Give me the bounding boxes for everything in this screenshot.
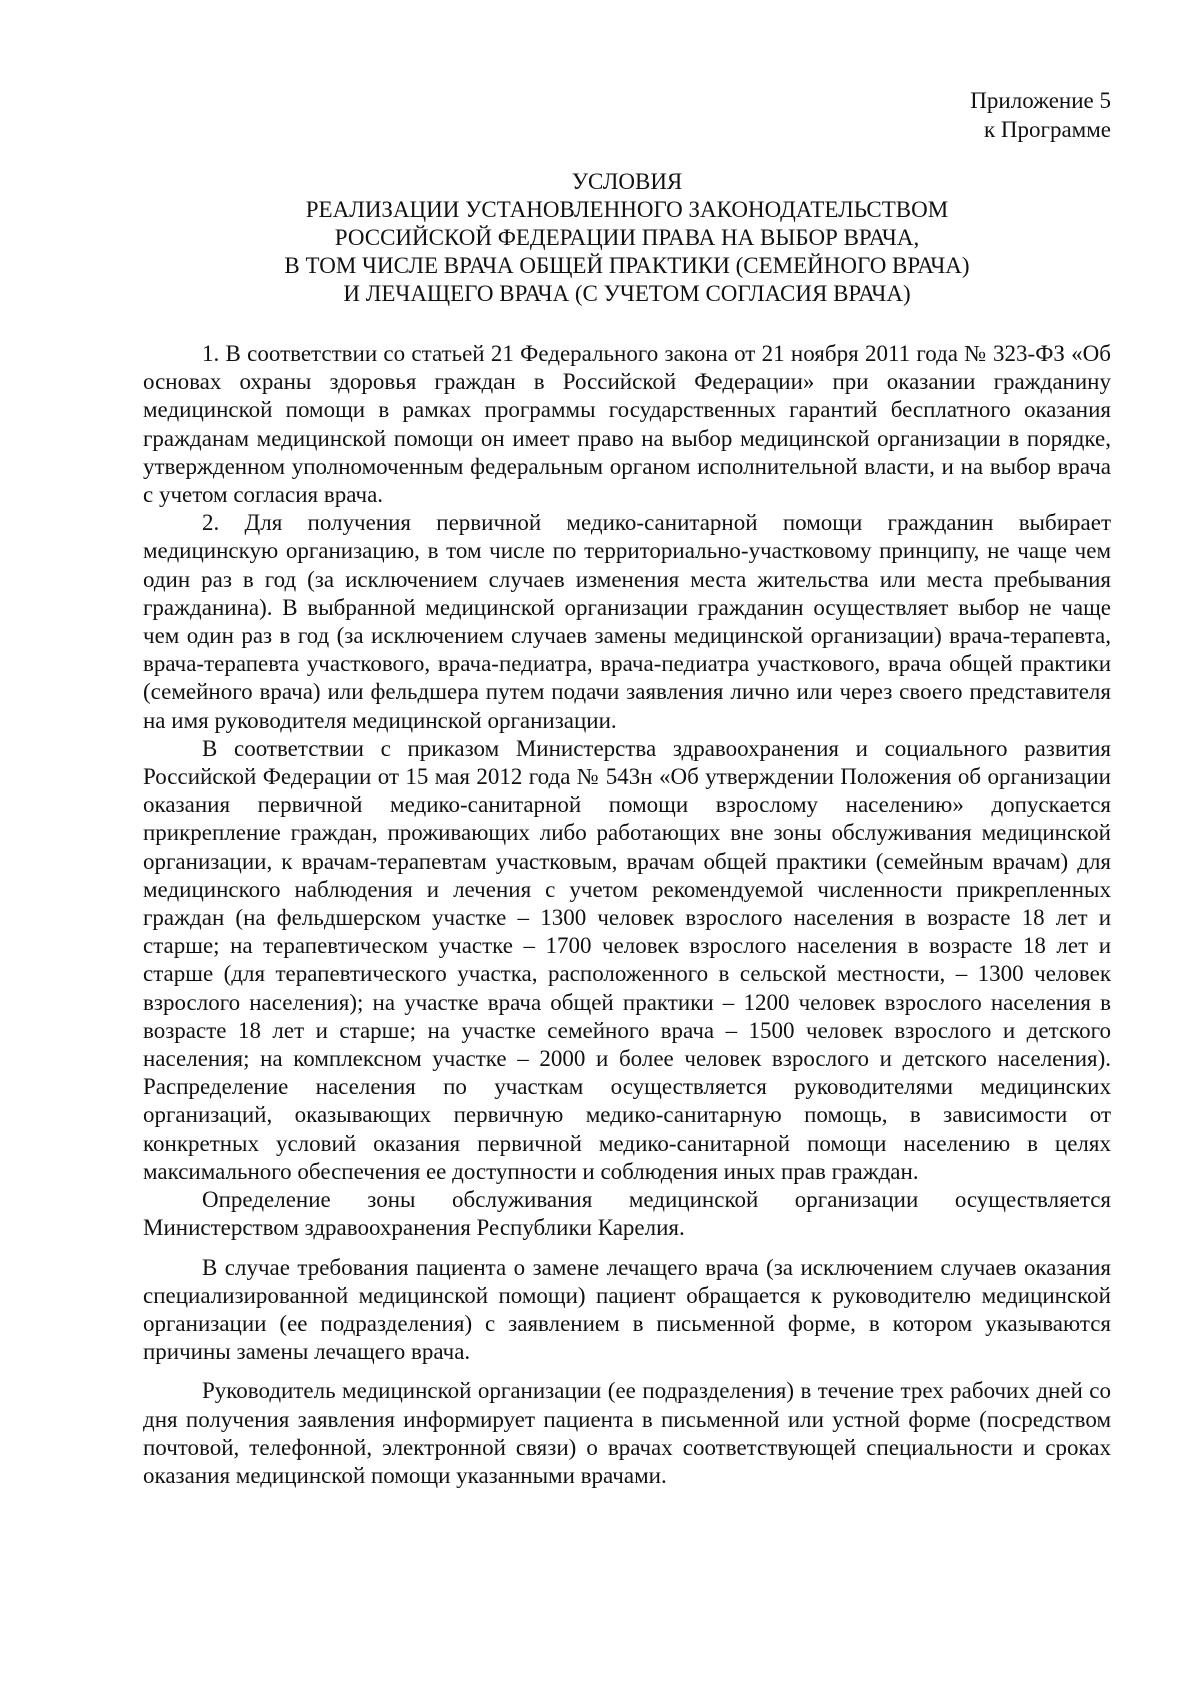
paragraph-service-zone: Определение зоны обслуживания медицинской организации осуществляется Министерством здравоохранения Республики Карелия.	[143, 1187, 1111, 1241]
appendix-program-ref: к Программе	[984, 117, 1111, 142]
paragraph-head-notification: Руководитель медицинской организации (ее подразделения) в течение трех рабочих дней со дня получения заявления информирует пациента в письменной или устной форме (посредством почтовой, телефонной, электронной связи) о врачах соответствующей специальности и сроках оказания медицинской помощи указанными врачами.	[143, 1378, 1111, 1488]
appendix-number: Приложение 5	[970, 88, 1111, 113]
document-title	[143, 168, 1111, 308]
title-line: РЕАЛИЗАЦИИ УСТАНОВЛЕННОГО ЗАКОНОДАТЕЛЬСТВОМ	[305, 197, 949, 222]
paragraph-clause-2: 2. Для получения первичной медико-санитарной помощи гражданин выбирает медицинскую организацию, в том числе по территориально-участковому принципу, не чаще чем один раз в год (за исключением случаев изменения места жительства или места пребывания гражданина). В выбранной медицинской организации гражданин осуществляет выбор не чаще чем один раз в год (за исключением случаев замены медицинской организации) врача-терапевта, врача-терапевта участкового, врача-педиатра, врача-педиатра участкового, врача общей практики (семейного врача) или фельдшера путем подачи заявления лично или через своего представителя на имя руководителя медицинской организации.	[143, 510, 1111, 733]
document-body	[143, 340, 1111, 1490]
paragraph-doctor-replacement: В случае требования пациента о замене лечащего врача (за исключением случаев оказания специализированной медицинской помощи) пациент обращается к руководителю медицинской организации (ее подразделения) с заявлением в письменной форме, в котором указываются причины замены лечащего врача.	[143, 1254, 1111, 1365]
title-line: УСЛОВИЯ	[571, 169, 683, 194]
appendix-reference	[970, 86, 1111, 144]
title-line: РОССИЙСКОЙ ФЕДЕРАЦИИ ПРАВА НА ВЫБОР ВРАЧА,	[334, 225, 920, 250]
title-line: В ТОМ ЧИСЛЕ ВРАЧА ОБЩЕЙ ПРАКТИКИ (СЕМЕЙНОГО ВРАЧА)	[284, 253, 970, 278]
paragraph-order-543n: В соответствии с приказом Министерства здравоохранения и социального развития Российской Федерации от 15 мая 2012 года № 543н «Об утверждении Положения об организации оказания первичной медико-санитарной помощи взрослому населению» допускается прикрепление граждан, проживающих либо работающих вне зоны обслуживания медицинской организации, к врачам-терапевтам участковым, врачам общей практики (семейным врачам) для медицинского наблюдения и лечения с учетом рекомендуемой численности прикрепленных граждан (на фельдшерском участке – 1300 человек взрослого населения в возрасте 18 лет и старше; на терапевтическом участке – 1700 человек взрослого населения в возрасте 18 лет и старше (для терапевтического участка, расположенного в сельской местности, – 1300 человек взрослого населения); на участке врача общей практики – 1200 человек взрослого населения в возрасте 18 лет и старше; на участке семейного врача – 1500 человек взрослого и детского населения; на комплексном участке – 2000 и более человек взрослого и детского населения). Распределение населения по участкам осуществляется руководителями медицинских организаций, оказывающих первичную медико-санитарную помощь, в зависимости от конкретных условий оказания первичной медико-санитарной помощи населению в целях максимального обеспечения ее доступности и соблюдения иных прав граждан.	[143, 735, 1111, 1184]
paragraph-clause-1: 1. В соответствии со статьей 21 Федерального закона от 21 ноября 2011 года № 323-ФЗ «Об основах охраны здоровья граждан в Российской Федерации» при оказании гражданину медицинской помощи в рамках программы государственных гарантий бесплатного оказания гражданам медицинской помощи он имеет право на выбор медицинской организации в порядке, утвержденном уполномоченным федеральным органом исполнительной власти, и на выбор врача с учетом согласия врача.	[143, 341, 1111, 508]
title-line: И ЛЕЧАЩЕГО ВРАЧА (С УЧЕТОМ СОГЛАСИЯ ВРАЧА)	[343, 281, 911, 306]
